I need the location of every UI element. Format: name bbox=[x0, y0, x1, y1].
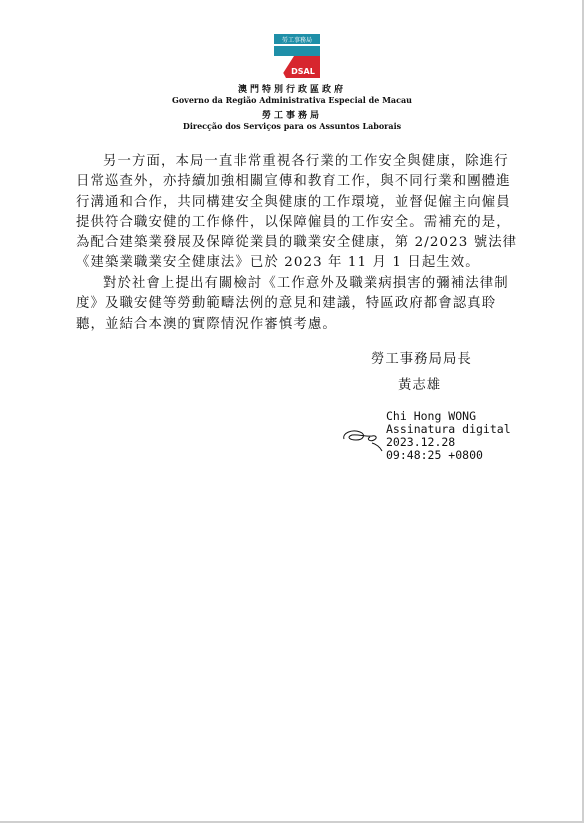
signature-time: 09:48:25 +0800 bbox=[386, 448, 483, 462]
paragraph-line: 為配合建築業發展及保障從業員的職業安全健康，第 2/2023 號法律 bbox=[76, 235, 518, 251]
paragraph-2 bbox=[76, 274, 544, 335]
dept-name-pt: Direcção dos Serviços para os Assuntos Laborais bbox=[182, 121, 402, 131]
logo-abbr: DSAL bbox=[291, 67, 315, 76]
logo-text: 勞工事務局 bbox=[281, 37, 313, 44]
digital-signature-block bbox=[386, 410, 511, 462]
paragraph-line: 聽，並結合本澳的實際情況作審慎考慮。 bbox=[76, 316, 337, 332]
dsal-logo bbox=[274, 34, 320, 78]
gov-name-zh: 澳門特別行政區政府 bbox=[237, 85, 346, 95]
paragraph-1 bbox=[76, 152, 544, 274]
paragraph-line: 提供符合職安健的工作條件，以保障僱員的工作安全。需補充的是， bbox=[76, 214, 511, 230]
signatory-name: 黃志雄 bbox=[398, 378, 442, 393]
paragraph-line: 對於社會上提出有關檢討《工作意外及職業病損害的彌補法律制 bbox=[103, 276, 509, 291]
gov-name-pt: Governo da Região Administrativa Especial de Macau bbox=[172, 95, 412, 105]
paragraph-line: 日常巡查外，亦持續加強相關宣傳和教育工作，與不同行業和團體進 bbox=[76, 174, 511, 190]
handwritten-signature bbox=[336, 425, 386, 453]
paragraph-line: 行溝通和合作，共同構建安全與健康的工作環境，並督促僱主向僱員 bbox=[76, 194, 511, 210]
signer-name: Chi Hong WONG bbox=[386, 409, 477, 423]
signatory-title: 勞工事務局局長 bbox=[371, 352, 472, 367]
dept-name-zh: 勞工事務局 bbox=[261, 111, 322, 121]
paragraph-line: 《建築業職業安全健康法》已於 2023 年 11 月 1 日起生效。 bbox=[76, 255, 480, 271]
paragraph-line: 另一方面，本局一直非常重視各行業的工作安全與健康，除進行 bbox=[103, 154, 509, 169]
paragraph-line: 度》及職安健等勞動範疇法例的意見和建議，特區政府都會認真聆 bbox=[76, 296, 497, 312]
signature-label: Assinatura digital bbox=[386, 422, 511, 436]
signature-date: 2023.12.28 bbox=[386, 435, 456, 449]
